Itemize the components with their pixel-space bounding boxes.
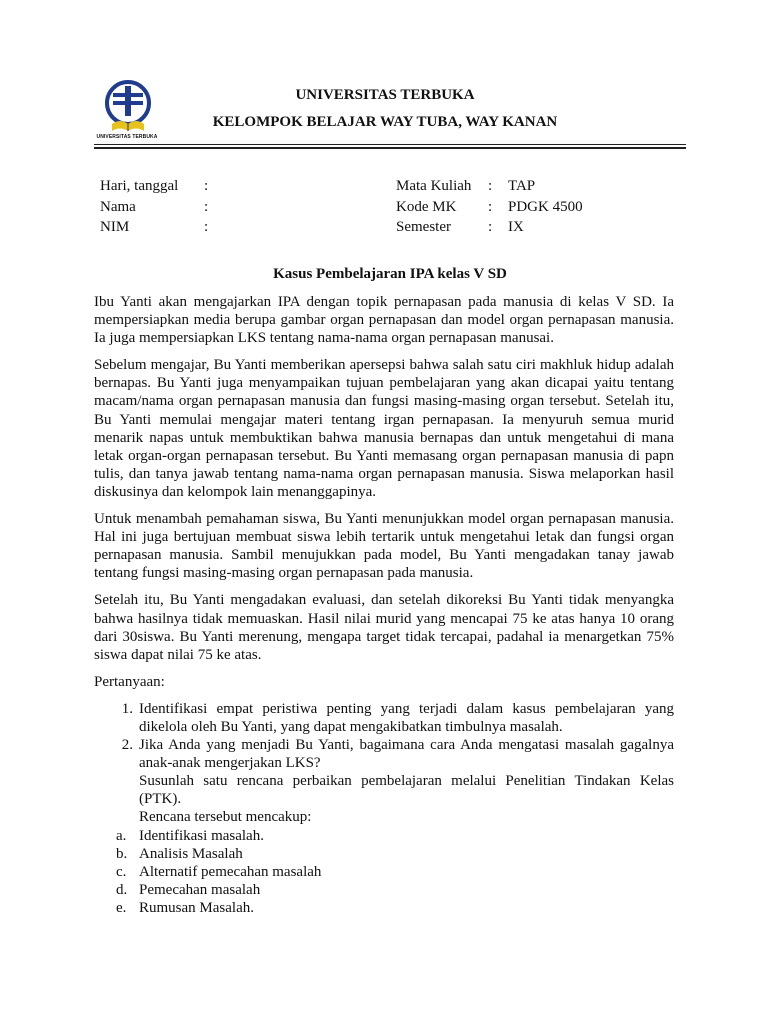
info-row-name	[100, 197, 224, 218]
info-colon: :	[488, 178, 493, 194]
plan-item	[94, 899, 674, 917]
plan-item	[94, 827, 674, 845]
info-label: Nama	[100, 198, 136, 215]
info-label: Mata Kuliah	[396, 178, 472, 194]
plan-letter: e.	[116, 899, 127, 916]
info-row-date	[100, 176, 224, 197]
question-text: Jika Anda yang menjadi Bu Yanti, bagaimana cara Anda mengatasi masalah gagalnya anak-anak mengerjakan LKS?	[139, 737, 674, 772]
info-row-course	[396, 176, 583, 197]
info-value: PDGK 4500	[508, 198, 583, 215]
plan-text: Rumusan Masalah.	[139, 899, 254, 916]
info-label: Kode MK	[396, 198, 457, 215]
study-group-title: KELOMPOK BELAJAR WAY TUBA, WAY KANAN	[212, 114, 558, 130]
question-body	[139, 736, 674, 826]
university-title: UNIVERSITAS TERBUKA	[295, 87, 475, 103]
plan-item	[94, 881, 674, 899]
plan-list	[94, 827, 674, 917]
question-list	[94, 700, 674, 827]
info-value: IX	[508, 219, 524, 235]
header-divider-thin	[94, 144, 686, 145]
info-value: TAP	[508, 178, 536, 194]
info-label: NIM	[100, 219, 130, 235]
paragraph: Sebelum mengajar, Bu Yanti memberikan apersepsi bahwa salah satu ciri makhluk hidup adalah bernapas. Bu Yanti juga menyampaikan tujuan pembelajaran yang akan dicapai yaitu tentang macam/nama organ pernapasan manusia dan fungsi masing-masing organ tersebut. Setelah itu, Bu Yanti memulai mengajar materi tentang irgan pernapasan. Ia menyuruh semua murid menarik napas untuk membuktikan bahwa manusia bernapas dan untuk mengetahui di mana letak organ-organ pernapasan tersebut. Bu Yanti memasang organ pernapasan manusia di papn tulis, dan tanya jawab tentang nama-nama organ pernapasan manusia. Siswa melaporkan hasil diskusinya dan kelompok lain menanggapinya.	[94, 357, 674, 500]
info-row-nim	[100, 217, 224, 238]
paragraph: Ibu Yanti akan mengajarkan IPA dengan topik pernapasan pada manusia di kelas V SD. Ia mempersiapkan media berupa gambar organ pernapasan dan model organ pernapasan manusia. Ia juga mempersiapkan LKS tentang nama-nama organ pernapasan manusai.	[94, 294, 674, 347]
info-colon: :	[488, 198, 493, 215]
info-label: Semester	[396, 219, 451, 235]
plan-letter: a.	[116, 827, 127, 844]
question-instruction: Susunlah satu rencana perbaikan pembelajaran melalui Penelitian Tindakan Kelas (PTK).	[139, 773, 674, 808]
question-item	[94, 700, 674, 736]
plan-text: Identifikasi masalah.	[139, 827, 264, 844]
plan-letter: c.	[116, 863, 127, 880]
info-colon: :	[204, 198, 209, 215]
info-colon: :	[204, 219, 209, 235]
student-info	[100, 176, 224, 238]
info-label: Hari, tanggal	[100, 178, 179, 194]
question-instruction: Rencana tersebut mencakup:	[139, 809, 312, 826]
question-text: Identifikasi empat peristiwa penting yang terjadi dalam kasus pembelajaran yang dikelola oleh Bu Yanti, yang dapat mengakibatkan timbulnya masalah.	[139, 700, 674, 735]
info-row-semester	[396, 217, 583, 238]
document-title: Kasus Pembelajaran IPA kelas V SD	[273, 266, 507, 282]
plan-letter: b.	[116, 845, 128, 862]
paragraph: Setelah itu, Bu Yanti mengadakan evaluasi, dan setelah dikoreksi Bu Yanti tidak menyangka bahwa hasilnya tidak memuaskan. Hasil nilai murid yang mencapai 75 ke atas hanya 10 orang dari 30siswa. Bu Yanti merenung, mengapa target tidak tercapai, padahal ia menargetkan 75% siswa dapat nilai 75 ke atas.	[94, 592, 674, 663]
plan-item	[94, 863, 674, 881]
header-divider-thick	[94, 147, 686, 149]
plan-letter: d.	[116, 881, 128, 898]
paragraph: Untuk menambah pemahaman siswa, Bu Yanti menunjukkan model organ pernapasan manusia. Hal ini juga bertujuan membuat siswa lebih tertarik untuk mengetahui letak dan fungsi organ pernapasan manusia. Sambil menujukkan pada model, Bu Yanti mengadakan tanay jawab tentang fungsi masing-masing organ pernapasan pada manusia.	[94, 511, 674, 582]
info-row-course-code	[396, 197, 583, 218]
plan-text: Pemecahan masalah	[139, 881, 261, 898]
logo-caption: UNIVERSITAS TERBUKA	[96, 134, 158, 140]
plan-item	[94, 845, 674, 863]
plan-text: Analisis Masalah	[139, 845, 243, 862]
info-colon: :	[204, 178, 209, 194]
question-item	[94, 736, 674, 826]
questions-heading: Pertanyaan:	[94, 673, 165, 690]
info-colon: :	[488, 219, 493, 235]
plan-text: Alternatif pemecahan masalah	[139, 863, 322, 880]
document-body	[94, 293, 674, 917]
question-number: 1.	[121, 700, 133, 717]
question-number: 2.	[121, 737, 133, 754]
course-info	[396, 176, 583, 238]
